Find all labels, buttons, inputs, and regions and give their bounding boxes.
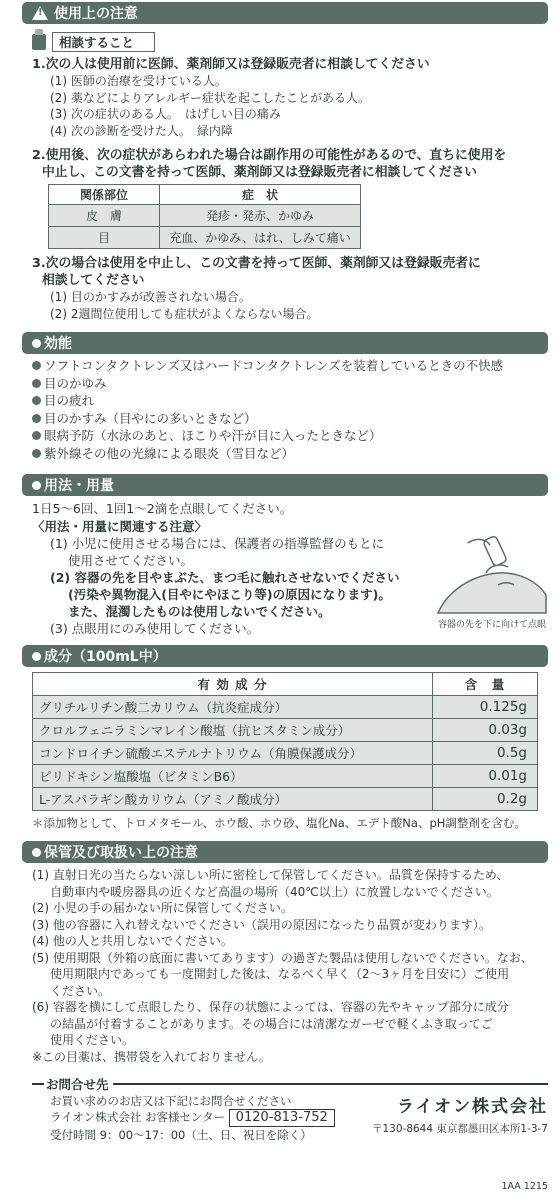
storage-item: 使用ください。 — [50, 1033, 135, 1047]
bullet-icon — [32, 414, 41, 423]
precaution-item-3-sub: (2) 2週間位使用しても症状がよくならない場合。 — [50, 306, 319, 321]
doctor-consult-icon — [32, 34, 46, 50]
table-cell: 充血、かゆみ、はれ、しみて痛い — [160, 227, 361, 249]
bullet-icon — [32, 449, 41, 458]
symptom-table-header: 症 状 — [160, 185, 361, 205]
figure-caption: 容器の先を下に向けて点眼 — [437, 620, 546, 630]
dosage-title: 用法・用量 — [44, 478, 114, 494]
ingredient-amount: 0.01g — [433, 765, 538, 788]
ingredients-table-header: 有 効 成 分 — [33, 673, 433, 696]
list-item — [32, 357, 560, 375]
table-row — [49, 205, 361, 227]
efficacy-header — [22, 332, 548, 354]
contact-block — [50, 1093, 560, 1143]
efficacy-text: 目のかすみ（目やにの多いときなど） — [44, 410, 257, 426]
ingredient-name: ピリドキシン塩酸塩（ビタミンB6） — [33, 765, 433, 788]
table-row — [33, 788, 538, 811]
ingredient-name: L-アスパラギン酸カリウム（アミノ酸成分） — [33, 788, 433, 811]
list-item — [32, 445, 560, 463]
dosage-header — [22, 474, 548, 496]
divider — [113, 1083, 548, 1085]
precaution-item-2-line2: 中止し、この文書を持って医師、薬剤師又は登録販売者に相談してください — [42, 165, 478, 180]
precaution-item-1-sub: (3) 次の症状のある人。 はげしい目の痛み — [50, 107, 281, 121]
ingredient-amount: 0.125g — [433, 696, 538, 719]
table-row — [33, 765, 538, 788]
precaution-item-3-line1: 3.次の場合は使用を中止し、この文書を持って医師、薬剤師又は登録販売者に — [32, 256, 481, 271]
dosage-note: (2) 容器の先を目やまぶた、まつ毛に触れさせないでください — [50, 570, 400, 585]
storage-item: の結晶が付着することがあります。その場合には清潔なガーゼで軽くふき取ってご — [50, 1016, 493, 1031]
bullet-icon — [32, 652, 41, 661]
warning-icon: ! — [32, 6, 48, 20]
dosage-note: (3) 点眼用にのみ使用してください。 — [50, 621, 260, 636]
contact-title: お問合せ先 — [46, 1077, 109, 1092]
list-item — [32, 375, 560, 393]
dosage-notes-title: 〈用法・用量に関連する注意〉 — [32, 519, 208, 534]
dosage-note: (1) 小児に使用させる場合には、保護者の指導監督のもとに — [50, 536, 385, 551]
ingredients-title: 成分（100mL中） — [44, 649, 167, 665]
table-cell: 発疹・発赤、かゆみ — [160, 205, 361, 227]
bullet-icon — [32, 848, 41, 857]
table-cell: 皮 膚 — [49, 205, 160, 227]
storage-item: ください。 — [50, 983, 111, 998]
precautions-title: 使用上の注意 — [54, 6, 138, 22]
bullet-icon — [32, 339, 41, 348]
storage-item: (6) 容器を横にして点眼したり、保存の状態によっては、容器の先やキャップ部分に成分 — [32, 1000, 509, 1014]
ingredients-table — [32, 672, 538, 811]
consult-row — [32, 32, 560, 52]
contact-phone: 0120-813-752 — [229, 1109, 335, 1127]
table-row — [33, 696, 538, 719]
storage-item: 自動車内や暖房器具の近くなど高温の場所（40℃以上）に放置しないでください。 — [50, 884, 499, 899]
list-item — [32, 427, 560, 445]
bullet-icon — [32, 396, 41, 405]
ingredients-table-header: 含 量 — [433, 673, 538, 696]
dosage-notes-area — [0, 535, 560, 637]
storage-header — [22, 841, 548, 863]
precaution-item-3-line2: 相談してください — [42, 273, 145, 288]
company-address: 〒130-8644 東京都墨田区本所1-3-7 — [371, 1123, 548, 1135]
efficacy-text: 目の疲れ — [44, 393, 95, 408]
dosage-note: (汚染や異物混入(目やにやほこり等)の原因になります)。 — [68, 587, 391, 602]
precaution-item-2-line1: 2.使用後、次の症状があらわれた場合は副作用の可能性があるので、直ちに使用を — [32, 148, 507, 163]
storage-list — [32, 867, 560, 1065]
bullet-icon — [32, 361, 41, 370]
storage-title: 保管及び取扱い上の注意 — [44, 845, 198, 861]
company-name: ライオン株式会社 — [397, 1097, 548, 1117]
eye-drop-illustration — [428, 535, 548, 615]
bag-note: ※この目薬は、携帯袋を入れておりません。 — [32, 1049, 271, 1064]
precaution-item-2-head — [32, 147, 560, 181]
bullet-icon — [32, 431, 41, 440]
efficacy-text: 眼病予防（水泳のあと、ほこりや汗が目に入ったときなど） — [44, 428, 382, 443]
precaution-item-1-sub: (1) 医師の治療を受けている人。 — [50, 74, 227, 88]
contact-hours: 受付時間 9：00〜17：00（土、日、祝日を除く） — [50, 1128, 312, 1142]
ingredient-name: コンドロイチン硫酸エステルナトリウム（角膜保護成分） — [33, 742, 433, 765]
additive-note: ＊添加物として、トロメタモール、ホウ酸、ホウ砂、塩化Na、エデト酸Na、pH調整剤を含む。 — [32, 816, 526, 830]
precaution-item-1-sub: (2) 薬などによりアレルギー症状を起こしたことがある人。 — [50, 90, 371, 105]
table-row — [33, 719, 538, 742]
ingredient-amount: 0.03g — [433, 719, 538, 742]
symptom-table — [48, 184, 361, 249]
dosage-main: 1日5〜6回、1回1〜2滴を点眼してください。 — [32, 501, 293, 516]
ingredient-amount: 0.2g — [433, 788, 538, 811]
bullet-icon — [32, 379, 41, 388]
print-code: 1AA 1215 — [501, 1181, 548, 1192]
table-row — [33, 742, 538, 765]
symptom-table-header: 関係部位 — [49, 185, 160, 205]
efficacy-text: ソフトコンタクトレンズ又はハードコンタクトレンズを装着しているときの不快感 — [44, 358, 504, 373]
table-row — [49, 227, 361, 249]
dosage-note: また、混濁したものは使用しないでください。 — [68, 604, 331, 619]
storage-item: (4) 他の人と共用しないでください。 — [32, 934, 233, 948]
table-cell: 目 — [49, 227, 160, 249]
ingredient-name: グリチルリチン酸二カリウム（抗炎症成分） — [33, 696, 433, 719]
ingredients-header — [22, 645, 548, 667]
efficacy-text: 紫外線その他の光線による眼炎（雪目など） — [44, 445, 295, 461]
contact-intro: お買い求めのお店又は下記にお問合せください — [50, 1094, 292, 1108]
precaution-item-1-sub: (4) 次の診断を受けた人。 緑内障 — [50, 123, 233, 138]
storage-item: 使用期限内であっても一度開封した後は、なるべく早く（2〜3ヶ月を目安に）ご使用 — [50, 967, 510, 981]
storage-item: (2) 小児の手の届かない所に保管してください。 — [32, 901, 293, 915]
precaution-item-1-head: 1.次の人は使用前に医師、薬剤師又は登録販売者に相談してください — [32, 57, 430, 72]
storage-item: (3) 他の容器に入れ替えないでください（誤用の原因になったり品質が変わります）。 — [32, 917, 491, 932]
storage-item: (1) 直射日光の当たらない涼しい所に密栓して保管してください。品質を保持するため、 — [32, 868, 509, 882]
storage-item: (5) 使用期限（外箱の底面に書いてあります）の過ぎた製品は使用しないでください。なお、 — [32, 950, 533, 965]
bullet-icon — [32, 481, 41, 490]
divider — [32, 1083, 44, 1085]
consult-label: 相談すること — [52, 32, 155, 52]
precautions-header — [22, 2, 548, 24]
contact-center: ライオン株式会社 お客様センター — [50, 1110, 226, 1124]
efficacy-text: 目のかゆみ — [44, 375, 107, 391]
ingredient-name: クロルフェニラミンマレイン酸塩（抗ヒスタミン成分） — [33, 719, 433, 742]
efficacy-title: 効能 — [44, 336, 72, 352]
dosage-note: 使用させてください。 — [68, 553, 194, 568]
list-item — [32, 410, 560, 428]
precaution-item-3-head — [32, 255, 560, 289]
ingredient-amount: 0.5g — [433, 742, 538, 765]
precaution-item-3-sub: (1) 目のかすみが改善されない場合。 — [50, 290, 251, 304]
contact-header — [32, 1075, 548, 1093]
list-item — [32, 392, 560, 410]
